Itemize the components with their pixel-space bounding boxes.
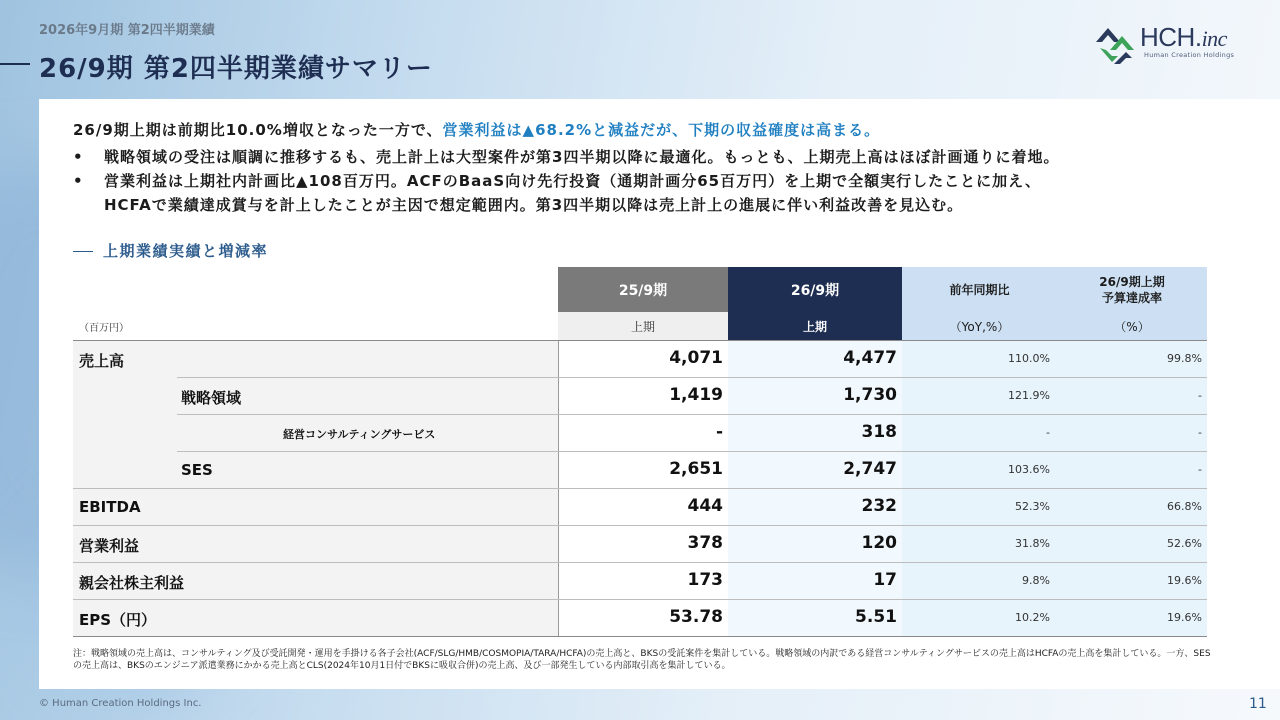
row-label-operating-profit: 営業利益	[79, 537, 140, 555]
company-logo	[1092, 20, 1262, 70]
row-divider	[73, 340, 1207, 341]
row-label-revenue: 売上高	[79, 352, 125, 370]
value-ses-yoy: 103.6%	[1008, 463, 1050, 476]
value-ebitda-ach: 66.8%	[1167, 500, 1202, 513]
title-accent-line	[0, 63, 30, 65]
row-label-consulting: 経営コンサルティングサービス	[283, 428, 436, 441]
value-consulting-ach: -	[1198, 426, 1202, 439]
value-operating-profit-prev: 378	[687, 533, 723, 553]
value-consulting-curr: 318	[861, 422, 897, 442]
row-label-eps: EPS（円）	[79, 611, 157, 629]
subheader-curr: 上期	[728, 312, 902, 340]
value-ebitda-curr: 232	[861, 496, 897, 516]
value-eps-ach: 19.6%	[1167, 611, 1202, 624]
col-header-achievement: 26/9期上期 予算達成率	[1057, 267, 1207, 312]
row-label-net-income: 親会社株主利益	[79, 574, 185, 592]
copyright: © Human Creation Holdings Inc.	[39, 698, 202, 709]
value-net-income-curr: 17	[873, 570, 897, 590]
slide-kicker: 2026年9月期 第2四半期業績	[39, 23, 215, 38]
value-ebitda-prev: 444	[687, 496, 723, 516]
value-eps-prev: 53.78	[669, 607, 723, 627]
value-consulting-prev: -	[715, 422, 723, 442]
value-revenue-ach: 99.8%	[1167, 352, 1202, 365]
summary-bullet-2-continuation: HCFAで業績達成賞与を計上したことが主因で想定範囲内。第3四半期以降は売上計上の進展に伴い利益改善を見込む。	[104, 196, 964, 214]
section-dash	[73, 251, 93, 252]
logo-wordmark: HCH.inc	[1140, 22, 1227, 52]
value-strategic-curr: 1,730	[843, 385, 897, 405]
col-header-prev: 25/9期	[558, 267, 728, 312]
footnote: 注：戦略領域の売上高は、コンサルティング及び受託開発・運用を手掛ける各子会社(ACF/SLG/HMB/COSMOPIA/TARA/HCFA)の売上高と、BKSの受託案件を集計している。戦略領域の内訳である経営コンサルティングサービスの売上高はHCFAの売上高を集計している。一方、SESの売上高は、BKSのエンジニア派遣業務にかかる売上高とCLS(2024年10月1日付でBKSに吸収合併)の売上高、及び一部発生している内部取引高を集計している。	[73, 649, 1211, 671]
table-unit: （百万円）	[79, 323, 129, 334]
subheader-achievement: （%）	[1057, 312, 1207, 340]
value-eps-yoy: 10.2%	[1015, 611, 1050, 624]
value-revenue-prev: 4,071	[669, 348, 723, 368]
row-divider	[73, 488, 1207, 489]
row-divider	[73, 599, 1207, 600]
subheader-prev: 上期	[558, 312, 728, 340]
col-header-curr: 26/9期	[728, 267, 902, 312]
value-ses-prev: 2,651	[669, 459, 723, 479]
row-divider	[73, 562, 1207, 563]
value-revenue-yoy: 110.0%	[1008, 352, 1050, 365]
summary-bullet-2: • 営業利益は上期社内計画比▲108百万円。ACFのBaaS向け先行投資（通期計画分65百万円）を上期で全額実行したことに加え、	[73, 172, 1041, 190]
col-header-yoy: 前年同期比	[902, 267, 1057, 312]
value-strategic-yoy: 121.9%	[1008, 389, 1050, 402]
summary-lead	[73, 119, 880, 140]
value-net-income-yoy: 9.8%	[1022, 574, 1050, 587]
value-strategic-ach: -	[1198, 389, 1202, 402]
logo-subtitle: Human Creation Holdings	[1144, 51, 1235, 59]
row-divider	[73, 636, 1207, 637]
value-ebitda-yoy: 52.3%	[1015, 500, 1050, 513]
row-label-ebitda: EBITDA	[79, 498, 141, 516]
value-net-income-ach: 19.6%	[1167, 574, 1202, 587]
hch-logo-mark-icon	[1092, 20, 1138, 70]
row-label-ses: SES	[181, 461, 213, 479]
summary-bullet-1: • 戦略領域の受注は順調に推移するも、売上計上は大型案件が第3四半期以降に最適化。もっとも、上期売上高はほぼ計画通りに着地。	[73, 148, 1060, 166]
subheader-yoy: （YoY,%）	[902, 312, 1057, 340]
row-divider	[177, 414, 1207, 415]
value-net-income-prev: 173	[687, 570, 723, 590]
value-operating-profit-ach: 52.6%	[1167, 537, 1202, 550]
row-divider	[73, 525, 1207, 526]
row-divider	[177, 451, 1207, 452]
lead-plain: 26/9期上期は前期比10.0%増収となった一方で、	[73, 121, 443, 139]
page-number: 11	[1249, 696, 1267, 712]
value-operating-profit-yoy: 31.8%	[1015, 537, 1050, 550]
value-consulting-yoy: -	[1046, 426, 1050, 439]
value-ses-ach: -	[1198, 463, 1202, 476]
bullet-dot-icon: •	[73, 148, 84, 166]
value-revenue-curr: 4,477	[843, 348, 897, 368]
row-divider	[177, 377, 1207, 378]
value-strategic-prev: 1,419	[669, 385, 723, 405]
value-eps-curr: 5.51	[855, 607, 897, 627]
row-label-strategic: 戦略領域	[181, 389, 242, 407]
slide-title: 26/9期 第2四半期業績サマリー	[39, 54, 433, 84]
section-heading: 上期業績実績と増減率	[73, 240, 268, 261]
value-operating-profit-curr: 120	[861, 533, 897, 553]
bullet-dot-icon: •	[73, 172, 84, 190]
value-ses-curr: 2,747	[843, 459, 897, 479]
lead-highlight: 営業利益は▲68.2%と減益だが、下期の収益確度は高まる。	[442, 121, 881, 139]
